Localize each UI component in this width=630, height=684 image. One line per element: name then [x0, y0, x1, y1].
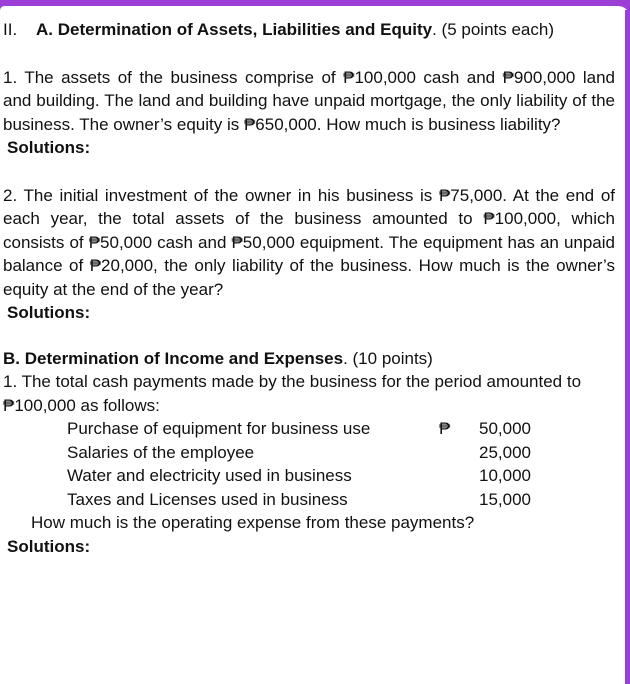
expense-amount: 10,000 — [479, 466, 531, 485]
expense-label: Water and electricity used in business — [67, 466, 352, 485]
problem-b1-solutions-label: Solutions: — [7, 536, 91, 556]
right-border-decoration — [625, 10, 630, 684]
section-a-title: A. Determination of Assets, Liabilities and Equity — [36, 20, 433, 39]
problem-b1-intro: 1. The total cash payments made by the business for the period amounted to ₱100,000 as follows: — [3, 372, 582, 415]
section-a-heading — [36, 18, 615, 42]
problem-a2-text: 2. The initial investment of the owner in his business is ₱75,000. At the end of each year, the total assets of the business amounted to ₱100,000, which consists of ₱50,000 cash and ₱50,000 equipment. The equipment has an unpaid balance of ₱20,000, the only liability of the business. How much is the owner’s equity at the end of the year? — [3, 185, 615, 299]
expense-amount: 50,000 — [479, 419, 531, 438]
problem-a2-solutions-label: Solutions: — [7, 303, 91, 322]
section-a-points: . (5 points each) — [432, 20, 555, 39]
expense-currency — [439, 488, 461, 512]
expense-currency: ₱ — [439, 419, 451, 438]
section-ii-heading — [3, 18, 615, 42]
problem-a1-solutions-label: Solutions: — [7, 138, 91, 157]
table-row — [67, 417, 531, 441]
section-b-points: . (10 points) — [343, 348, 433, 368]
table-row — [67, 488, 531, 512]
expense-table — [67, 417, 531, 511]
section-b-heading — [3, 347, 615, 371]
expense-amount: 15,000 — [479, 489, 531, 509]
problem-b1-question: How much is the operating expense from these payments? — [31, 513, 475, 532]
problem-a1-text: 1. The assets of the business comprise of ₱100,000 cash and ₱900,000 land and building. The land and building have unpaid mortgage, the only liability of the business. The owner’s equity is ₱650,000. How much is business liability? — [3, 67, 615, 134]
expense-currency — [439, 464, 461, 488]
expense-currency — [439, 441, 461, 465]
expense-label: Purchase of equipment for business use — [67, 419, 371, 438]
expense-amount: 25,000 — [479, 442, 531, 462]
expense-label: Salaries of the employee — [67, 442, 255, 462]
top-border-inner — [0, 6, 630, 18]
worksheet-content — [3, 18, 615, 558]
table-row — [67, 441, 531, 465]
table-row — [67, 464, 531, 488]
section-b-title: B. Determination of Income and Expenses — [3, 348, 344, 368]
section-numeral: II. — [3, 20, 18, 39]
expense-label: Taxes and Licenses used in business — [67, 489, 348, 509]
